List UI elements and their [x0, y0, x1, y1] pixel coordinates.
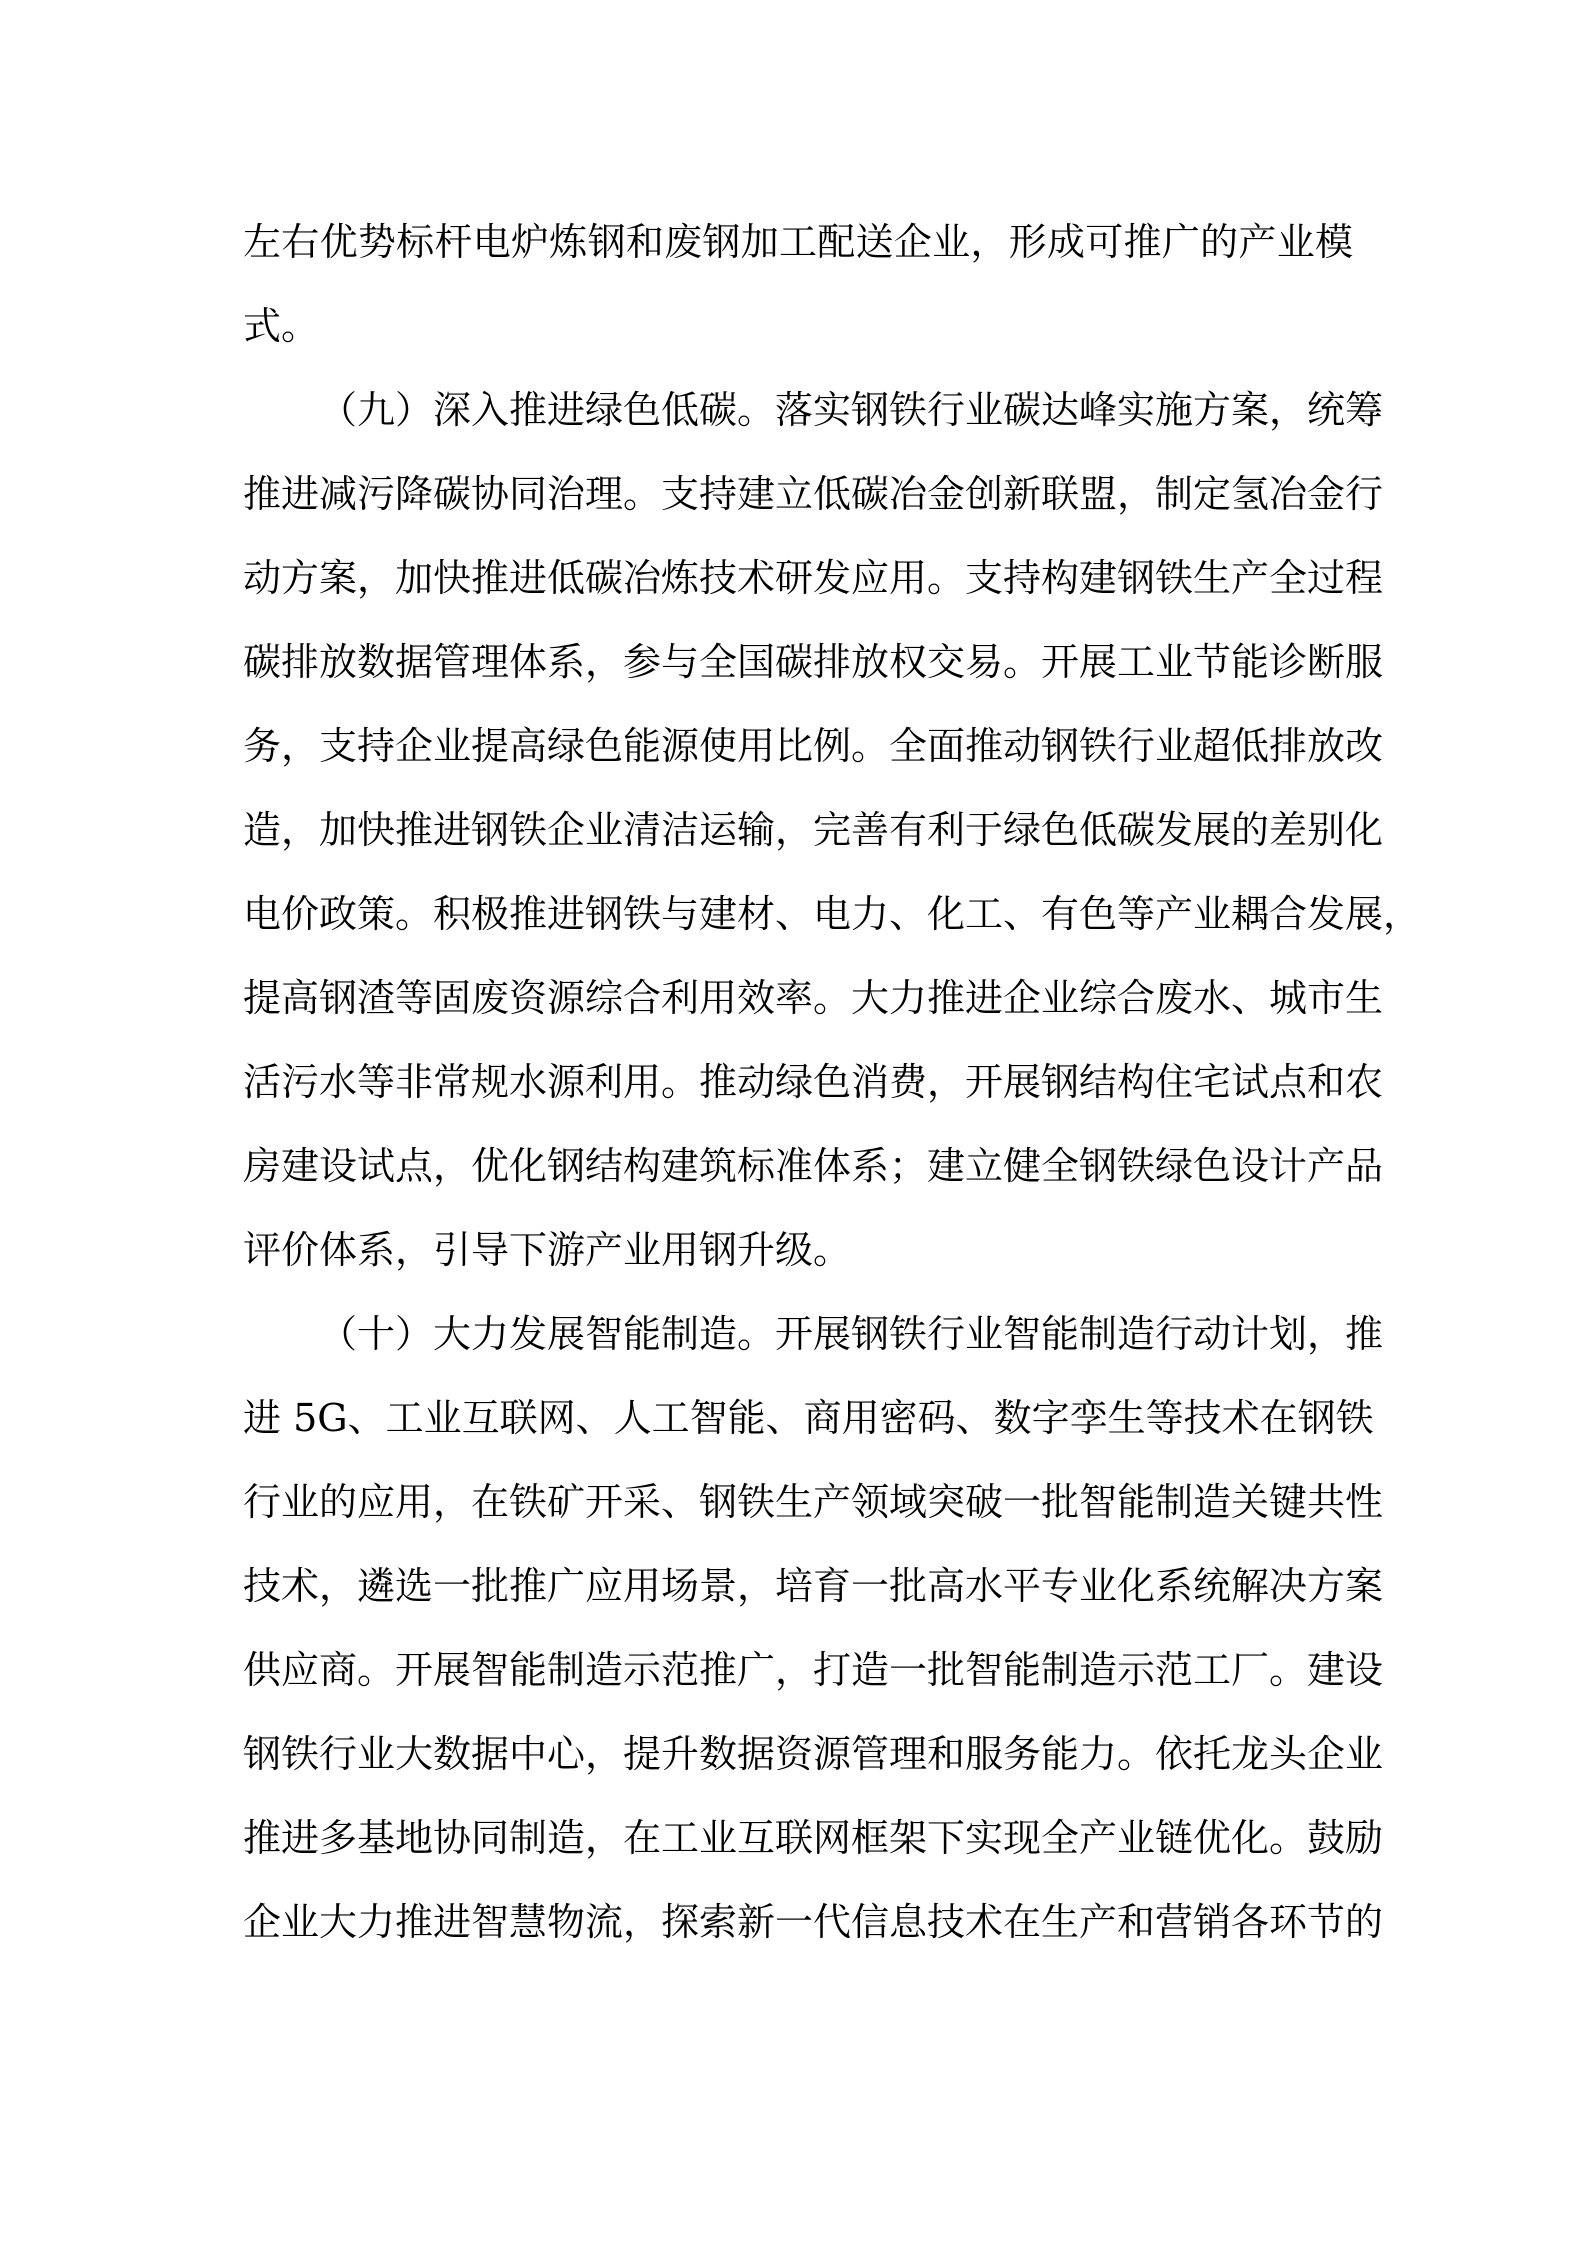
text-line: 推进多基地协同制造，在工业互联网框架下实现全产业链优化。鼓励	[243, 1816, 1384, 1860]
text-line: 务，支持企业提高绿色能源使用比例。全面推动钢铁行业超低排放改	[243, 724, 1384, 768]
text-line: 供应商。开展智能制造示范推广，打造一批智能制造示范工厂。建设	[243, 1648, 1384, 1692]
paragraph-start-line: （九）深入推进绿色低碳。落实钢铁行业碳达峰实施方案，统筹	[319, 388, 1384, 432]
paragraph-start-line: （十）大力发展智能制造。开展钢铁行业智能制造行动计划，推	[319, 1312, 1384, 1356]
text-line: 造，加快推进钢铁企业清洁运输，完善有利于绿色低碳发展的差别化	[243, 808, 1384, 852]
text-line: 提高钢渣等固废资源综合利用效率。大力推进企业综合废水、城市生	[243, 976, 1384, 1020]
text-line: 左右优势标杆电炉炼钢和废钢加工配送企业，形成可推广的产业模	[243, 220, 1353, 264]
text-line: 进 5G、工业互联网、人工智能、商用密码、数字孪生等技术在钢铁	[243, 1396, 1374, 1440]
text-line: 推进减污降碳协同治理。支持建立低碳冶金创新联盟，制定氢冶金行	[243, 472, 1384, 516]
text-line: 技术，遴选一批推广应用场景，培育一批高水平专业化系统解决方案	[243, 1564, 1384, 1608]
text-line: 电价政策。积极推进钢铁与建材、电力、化工、有色等产业耦合发展，	[243, 892, 1422, 936]
text-line: 评价体系，引导下游产业用钢升级。	[243, 1228, 852, 1272]
text-line: 房建设试点，优化钢结构建筑标准体系；建立健全钢铁绿色设计产品	[243, 1144, 1384, 1188]
text-line: 行业的应用，在铁矿开采、钢铁生产领域突破一批智能制造关键共性	[243, 1480, 1384, 1524]
text-line: 活污水等非常规水源利用。推动绿色消费，开展钢结构住宅试点和农	[243, 1060, 1384, 1104]
text-line: 企业大力推进智慧物流，探索新一代信息技术在生产和营销各环节的	[243, 1900, 1384, 1944]
text-line: 碳排放数据管理体系，参与全国碳排放权交易。开展工业节能诊断服	[243, 640, 1384, 684]
text-line: 动方案，加快推进低碳冶炼技术研发应用。支持构建钢铁生产全过程	[243, 556, 1384, 600]
text-line: 式。	[243, 304, 320, 348]
text-line: 钢铁行业大数据中心，提升数据资源管理和服务能力。依托龙头企业	[243, 1732, 1384, 1776]
document-body	[243, 200, 1422, 1964]
